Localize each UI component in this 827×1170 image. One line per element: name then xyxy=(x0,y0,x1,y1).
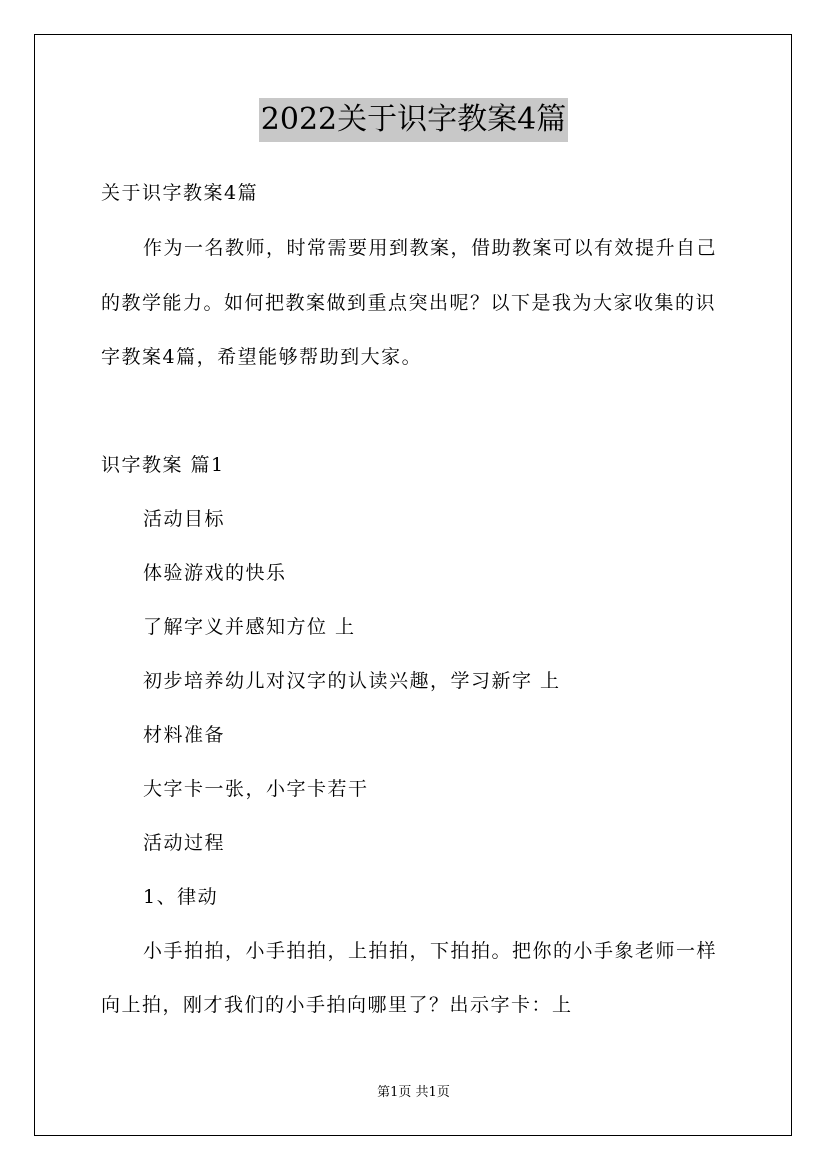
body-line-step-1-text-a: 小手拍拍，小手拍拍，上拍拍，下拍拍。把你的小手象老师一样 xyxy=(143,940,718,962)
body-line-step-1: 1、律动 xyxy=(143,886,219,908)
body-line-goal-2: 了解字义并感知方位 上 xyxy=(143,616,356,638)
title-container xyxy=(0,98,827,142)
subtitle-line: 关于识字教案4篇 xyxy=(101,182,259,204)
document-title: 2022关于识字教案4篇 xyxy=(259,98,568,142)
body-line-goal-3: 初步培养幼儿对汉字的认读兴趣，学习新字 上 xyxy=(143,670,561,692)
body-line-materials-1: 大字卡一张，小字卡若干 xyxy=(143,778,369,800)
intro-line-3: 字教案4篇，希望能够帮助到大家。 xyxy=(101,346,423,368)
body-line-process: 活动过程 xyxy=(143,832,226,854)
intro-line-1: 作为一名教师，时常需要用到教案，借助教案可以有效提升自己 xyxy=(143,237,718,259)
body-line-goal: 活动目标 xyxy=(143,508,226,530)
intro-line-2: 的教学能力。如何把教案做到重点突出呢？以下是我为大家收集的识 xyxy=(101,292,717,314)
section-heading: 识字教案 篇1 xyxy=(101,454,225,476)
body-line-materials: 材料准备 xyxy=(143,724,226,746)
page-footer: 第1页 共1页 xyxy=(377,1085,450,1100)
body-line-goal-1: 体验游戏的快乐 xyxy=(143,562,287,584)
body-line-step-1-text-b: 向上拍，刚才我们的小手拍向哪里了？出示字卡：上 xyxy=(101,994,573,1016)
